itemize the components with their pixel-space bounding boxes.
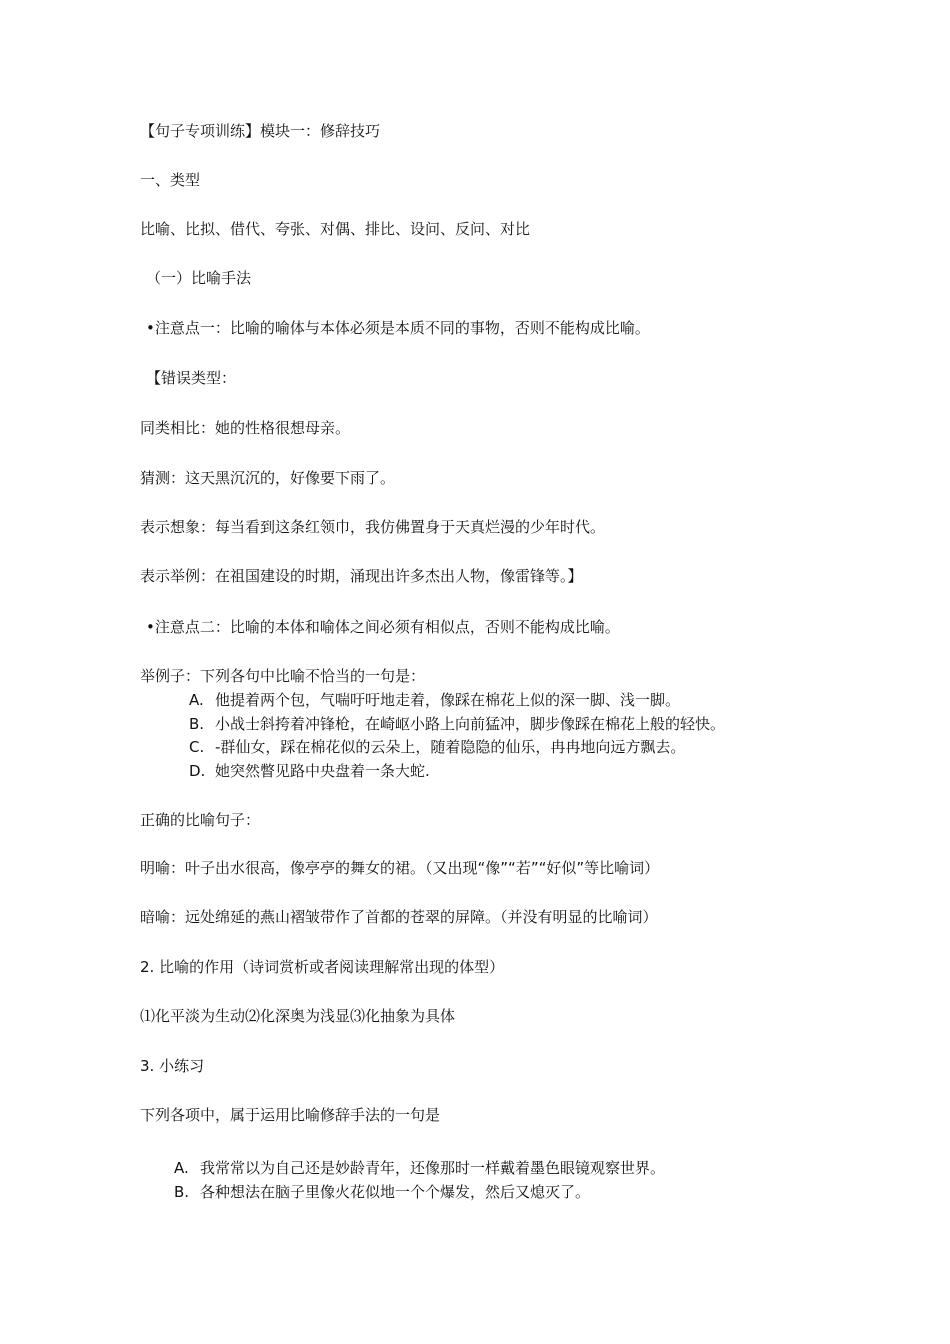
error-types-heading: 【错误类型：: [146, 369, 237, 387]
practice-option: [174, 1182, 590, 1202]
metaphor-example: 暗喻：远处绵延的燕山褶皱带作了首都的苍翠的屏障。（并没有明显的比喻词）: [140, 908, 658, 926]
example-option: [189, 737, 685, 757]
option-text: 各种想法在脑子里像火花似地一个个爆发，然后又熄灭了。: [200, 1183, 591, 1201]
note-point-two: •注意点二：比喻的本体和喻体之间必须有相似点，否则不能构成比喻。: [146, 618, 620, 636]
practice-option: [174, 1158, 665, 1178]
error-example: 同类相比：她的性格很想母亲。: [140, 419, 351, 437]
rhetoric-types-list: 比喻、比拟、借代、夸张、对偶、排比、设问、反问、对比: [140, 220, 531, 238]
option-letter: A.: [174, 1159, 189, 1177]
simile-example: 明喻：叶子出水很高，像亭亭的舞女的裙。（又出现“像”“若”“好似”等比喻词）: [140, 859, 660, 877]
option-text: 他提着两个包，气喘吁吁地走着，像踩在棉花上似的深一脚、浅一脚。: [215, 691, 681, 709]
function-heading: 2. 比喻的作用（诗词赏析或者阅读理解常出现的体型）: [140, 958, 505, 976]
option-letter: A.: [189, 691, 204, 709]
function-list: ⑴化平淡为生动⑵化深奥为浅显⑶化抽象为具体: [140, 1007, 456, 1025]
option-text: 我常常以为自己还是妙龄青年，还像那时一样戴着墨色眼镜观察世界。: [200, 1159, 666, 1177]
option-text: 小战士斜挎着冲锋枪，在崎岖小路上向前猛冲，脚步像踩在棉花上般的轻快。: [215, 715, 726, 733]
practice-heading: 3. 小练习: [140, 1057, 205, 1075]
error-example: 表示想象：每当看到这条红领巾，我仿佛置身于天真烂漫的少年时代。: [140, 518, 606, 536]
example-option: [189, 714, 725, 734]
section-heading-types: 一、类型: [140, 171, 201, 189]
subsection-heading-metaphor: （一）比喻手法: [146, 269, 252, 287]
example-option: [189, 690, 680, 710]
note-point-one: •注意点一：比喻的喻体与本体必须是本质不同的事物，否则不能构成比喻。: [146, 319, 650, 337]
option-text: -群仙女，踩在棉花似的云朵上，随着隐隐的仙乐，冉冉地向远方飘去。: [215, 738, 686, 756]
option-letter: B.: [189, 715, 205, 733]
example-question: 举例子：下列各句中比喻不恰当的一句是：: [140, 667, 426, 685]
practice-question: 下列各项中，属于运用比喻修辞手法的一句是: [140, 1106, 441, 1124]
option-letter: B.: [174, 1183, 190, 1201]
option-letter: D.: [189, 762, 206, 780]
option-letter: C.: [189, 738, 205, 756]
error-example: 表示举例：在祖国建设的时期，涌现出许多杰出人物，像雷锋等。】: [140, 567, 583, 585]
example-option: [189, 761, 430, 781]
document-title: 【句子专项训练】模块一：修辞技巧: [140, 122, 381, 140]
correct-examples-heading: 正确的比喻句子：: [140, 811, 261, 829]
error-example: 猜测：这天黑沉沉的，好像要下雨了。: [140, 469, 396, 487]
option-text: 她突然瞥见路中央盘着一条大蛇.: [215, 762, 430, 780]
